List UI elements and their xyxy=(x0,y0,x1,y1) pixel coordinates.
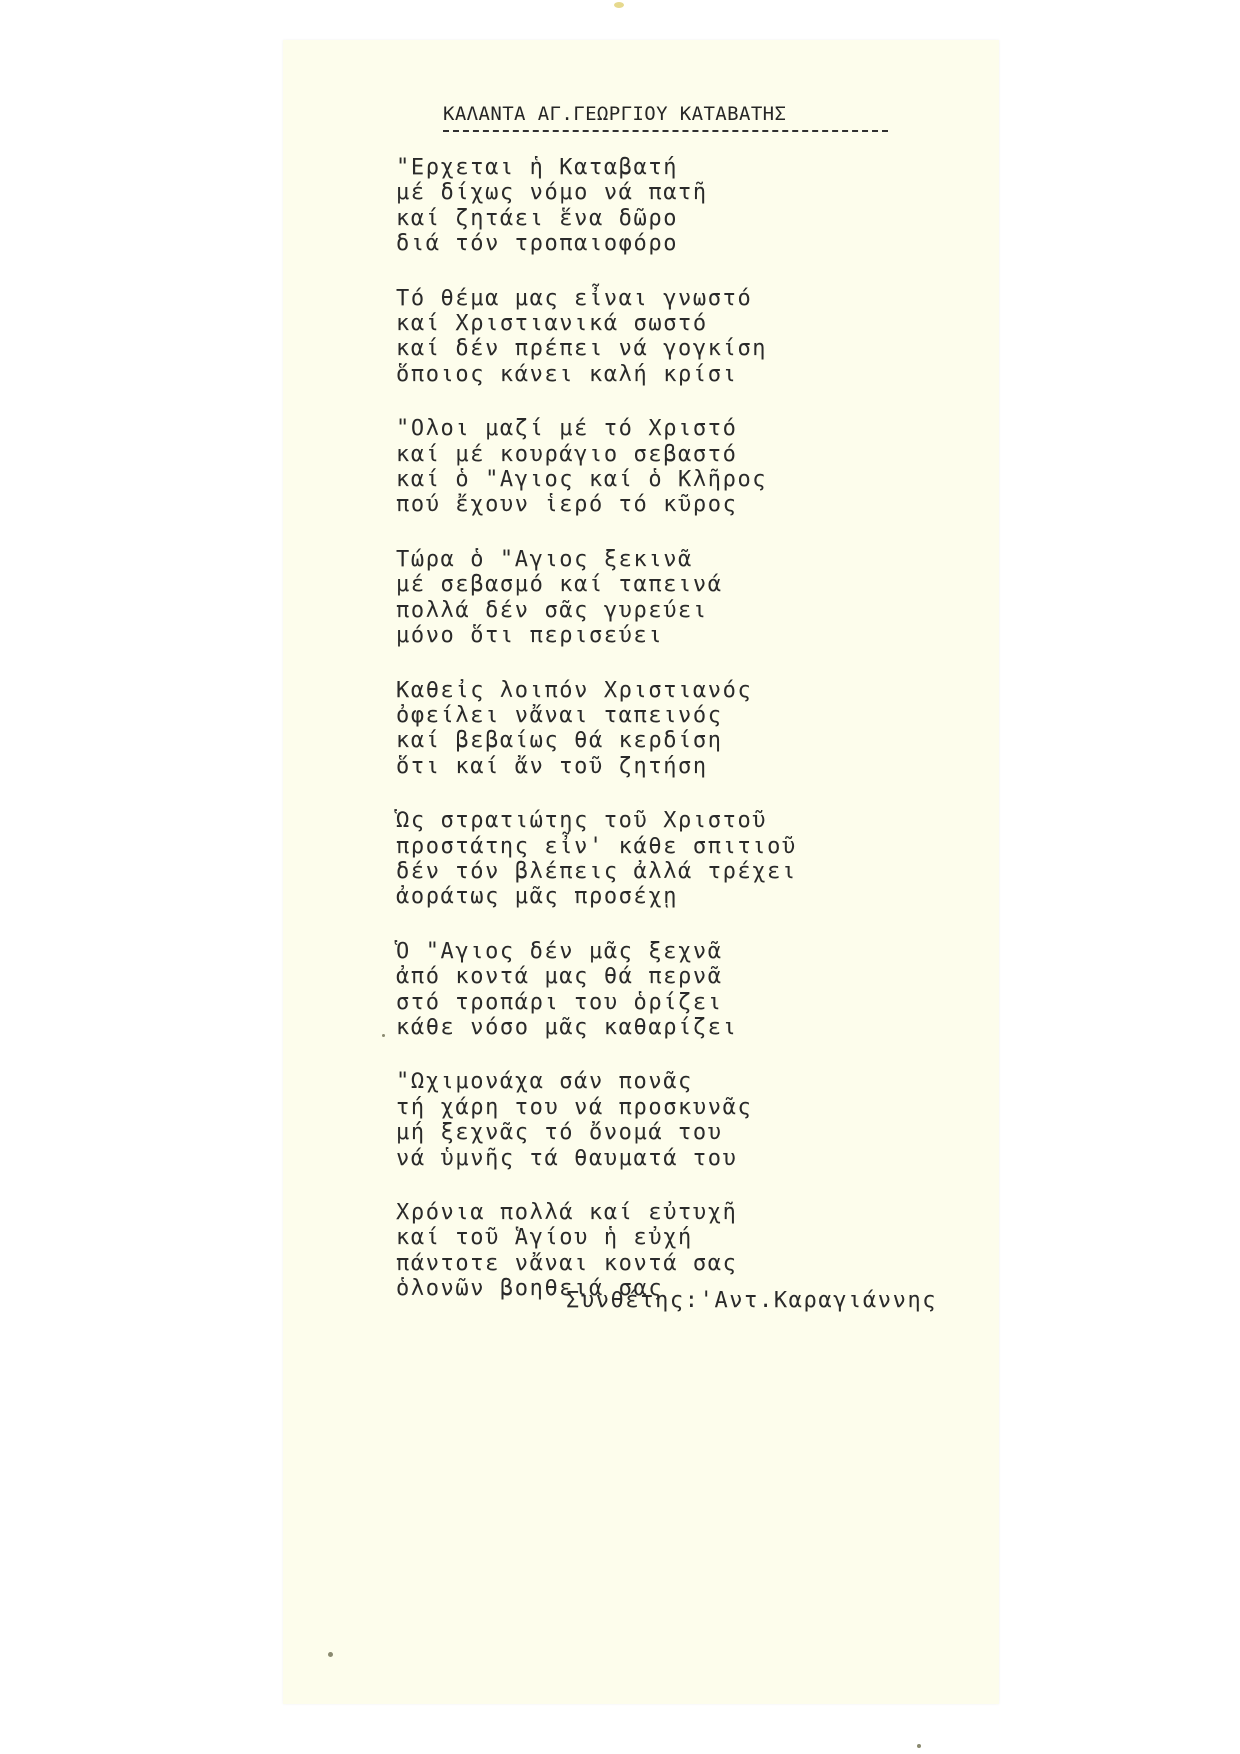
poem-line: μόνο ὅτι περισεύει xyxy=(396,623,664,649)
document-title: ΚΑΛΑΝΤΑ ΑΓ.ΓΕΩΡΓΙΟΥ ΚΑΤΑΒΑΤΗΣ xyxy=(443,103,787,125)
poem-line: ἀπό κοντά μας θά περνᾶ xyxy=(396,964,723,990)
poem-line: πάντοτε νἄναι κοντά σας xyxy=(396,1250,738,1276)
title-underline xyxy=(443,130,888,132)
poem-line: καί δέν πρέπει νά γογκίση xyxy=(396,336,768,362)
stanza xyxy=(396,808,956,910)
poem-body xyxy=(396,155,956,1331)
poem-line: ὁλονῶν βοηθειά σας xyxy=(396,1276,664,1302)
poem-line: προστάτης εἶν' κάθε σπιτιοῦ xyxy=(396,833,797,859)
composer-credit: Συνθέτης:'Αντ.Καραγιάννης xyxy=(566,1288,938,1313)
poem-line: Τό θέμα μας εἶναι γνωστό xyxy=(396,285,753,311)
stanza xyxy=(396,678,956,780)
poem-line: "Ολοι μαζί μέ τό Χριστό xyxy=(396,416,738,442)
stanza xyxy=(396,286,956,388)
stanza xyxy=(396,155,956,257)
poem-line: δέν τόν βλέπεις ἀλλά τρέχει xyxy=(396,858,797,884)
poem-line: καί ζητάει ἕνα δῶρο xyxy=(396,205,679,231)
poem-line: "Ερχεται ἡ Καταβατή xyxy=(396,155,679,180)
poem-line: καί Χριστιανικά σωστό xyxy=(396,311,708,337)
poem-line: καί τοῦ Ἁγίου ἡ εὐχή xyxy=(396,1225,693,1251)
poem-line: διά τόν τροπαιοφόρο xyxy=(396,231,679,257)
paper-speck xyxy=(614,2,624,8)
poem-line: μή ξεχνᾶς τό ὄνομά του xyxy=(396,1120,723,1146)
paper-speck xyxy=(328,1652,333,1657)
poem-line: Τώρα ὁ "Αγιος ξεκινᾶ xyxy=(396,546,693,572)
poem-line: "Ωχιμονάχα σάν πονᾶς xyxy=(396,1069,693,1095)
stanza xyxy=(396,1200,956,1302)
poem-line: κάθε νόσο μᾶς καθαρίζει xyxy=(396,1014,738,1040)
poem-line: καί βεβαίως θά κερδίση xyxy=(396,728,723,754)
poem-line: καί ὁ "Αγιος καί ὁ Κλῆρος xyxy=(396,467,768,493)
poem-line: ὅποιος κάνει καλή κρίσι xyxy=(396,361,738,387)
stanza xyxy=(396,416,956,518)
poem-line: Ὁ "Αγιος δέν μᾶς ξεχνᾶ xyxy=(396,938,723,964)
stanza xyxy=(396,547,956,649)
poem-line: μέ σεβασμό καί ταπεινά xyxy=(396,572,723,598)
poem-line: στό τροπάρι του ὁρίζει xyxy=(396,989,723,1015)
poem-line: Καθεἰς λοιπόν Χριστιανός xyxy=(396,677,753,703)
paper-speck xyxy=(382,1034,385,1037)
poem-line: πού ἔχουν ἱερό τό κῦρος xyxy=(396,492,738,518)
poem-line: πολλά δέν σᾶς γυρεύει xyxy=(396,597,708,623)
poem-line: Χρόνια πολλά καί εὐτυχῆ xyxy=(396,1200,738,1225)
poem-line: ὅτι καί ἄν τοῦ ζητήση xyxy=(396,753,708,779)
poem-line: τή χάρη του νά προσκυνᾶς xyxy=(396,1094,753,1120)
poem-line: ἀοράτως μᾶς προσέχῃ xyxy=(396,884,679,910)
stanza xyxy=(396,1069,956,1171)
paper-speck xyxy=(917,1744,921,1748)
poem-line: νά ὑμνῆς τά θαυματά του xyxy=(396,1145,738,1171)
poem-line: μέ δίχως νόμο νά πατῆ xyxy=(396,180,708,206)
stanza xyxy=(396,939,956,1041)
poem-line: καί μέ κουράγιο σεβαστό xyxy=(396,441,738,467)
poem-line: ὀφείλει νἄναι ταπεινός xyxy=(396,702,723,728)
poem-line: Ὡς στρατιώτης τοῦ Χριστοῦ xyxy=(396,808,768,834)
